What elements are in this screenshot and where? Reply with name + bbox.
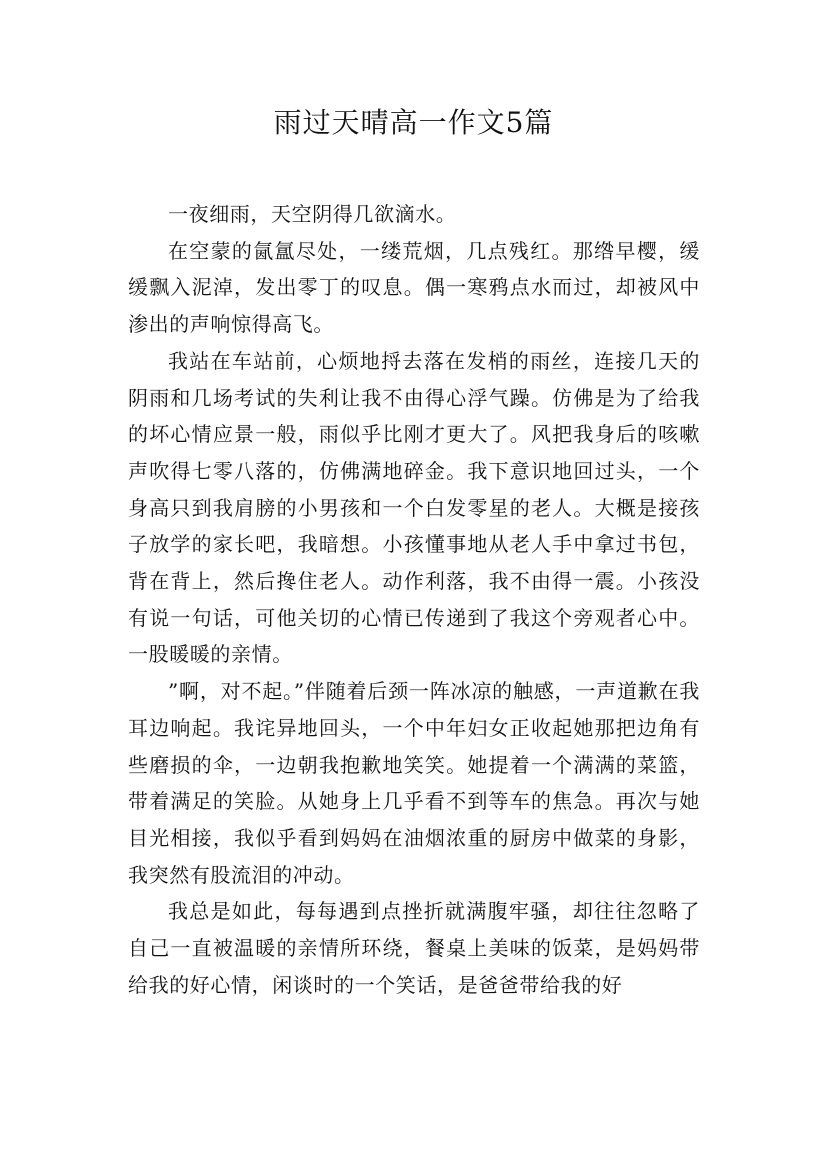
paragraph-5: 我总是如此，每每遇到点挫折就满腹牢骚，却往往忽略了自己一直被温暖的亲情所环绕，餐桌上美味的饭菜，是妈妈带给我的好心情，闲谈时的一个笑话，是爸爸带给我的好 <box>128 899 700 997</box>
paragraph-1: 一夜细雨，天空阴得几欲滴水。 <box>168 202 457 226</box>
paragraph-4: ”啊，对不起。”伴随着后颈一阵冰凉的触感，一声道歉在我耳边响起。我诧异地回头，一个中年妇女正收起她那把边角有些磨损的伞，一边朝我抱歉地笑笑。她提着一个满满的菜篮，带着满足的笑脸。从她身上几乎看不到等车的焦急。再次与她目光相接，我似乎看到妈妈在油烟浓重的厨房中做菜的身影，我突然有股流泪的冲动。 <box>128 679 700 887</box>
paragraph-3: 我站在车站前，心烦地捋去落在发梢的雨丝，连接几天的阴雨和几场考试的失利让我不由得心浮气躁。仿佛是为了给我的坏心情应景一般，雨似乎比刚才更大了。风把我身后的咳嗽声吹得七零八落的，仿佛满地碎金。我下意识地回过头，一个身高只到我肩膀的小男孩和一个白发零星的老人。大概是接孩子放学的家长吧，我暗想。小孩懂事地从老人手中拿过书包，背在背上，然后搀住老人。动作利落，我不由得一震。小孩没有说一句话，可他关切的心情已传递到了我这个旁观者心中。一股暖暖的亲情。 <box>128 348 700 667</box>
document-body <box>128 196 700 1003</box>
paragraph-2: 在空蒙的氤氲尽处，一缕荒烟，几点残红。那绺早樱，缓缓飘入泥淖，发出零丁的叹息。偶一寒鸦点水而过，却被风中渗出的声响惊得高飞。 <box>128 238 700 337</box>
document-title: 雨过天晴高一作文5篇 <box>273 106 554 139</box>
